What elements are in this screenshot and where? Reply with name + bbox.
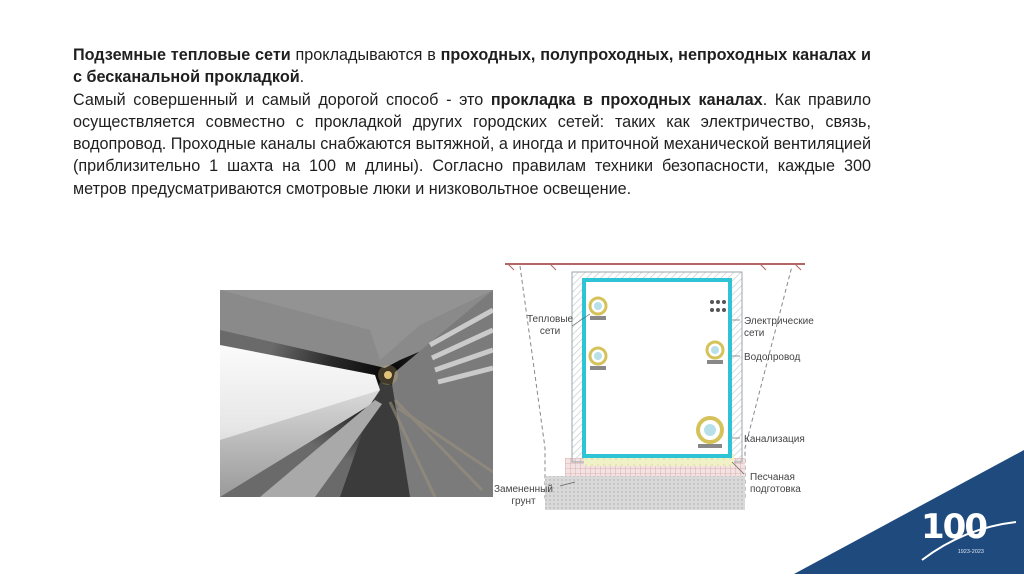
tunnel-photo <box>220 290 493 497</box>
label-sand-bedding: Песчаная подготовка <box>750 472 801 495</box>
bold-phrase: прокладка в проходных каналах <box>490 90 763 109</box>
text-run: прокладываются в <box>290 46 441 64</box>
anniversary-logo <box>794 450 1024 574</box>
logo-background <box>794 450 1024 574</box>
logo-years: 1923-2023 <box>957 549 984 555</box>
tunnel-illustration <box>220 290 493 497</box>
bold-phrase: Подземные тепловые сети <box>73 46 291 64</box>
label-water-supply: Водопровод <box>744 352 801 363</box>
label-electrical-networks: Электрические сети <box>744 316 814 339</box>
text-run: . Как правило осуществляется совместно с прокладкой других городских сетей: таких как электричество, связь, водопровод. Проходные каналы снабжаются вытяжной, а иногда и приточной механической вентиляцией (приблизительно 1 шахта на 100 м длины). Согласно правилам техники безопасности, каждые 300 метров предусматриваются смотровые люки и низковольтное освещение. <box>73 90 871 198</box>
label-sewerage: Канализация <box>744 434 805 445</box>
label-heat-networks: Тепловые сети <box>527 314 574 337</box>
text-run: . <box>299 68 305 87</box>
channel-cross-section-diagram <box>494 258 820 526</box>
body-text <box>73 44 871 200</box>
text-run: Самый совершенный и самый дорогой способ - это <box>73 90 491 109</box>
paragraph-1 <box>73 44 871 89</box>
paragraph-2 <box>73 89 871 200</box>
label-replaced-soil: Замененный грунт <box>494 484 553 507</box>
bold-phrase: проходных, полупроходных, непроходных каналах и с бесканальной прокладкой <box>73 46 871 87</box>
logo-number: 100 <box>921 507 986 547</box>
